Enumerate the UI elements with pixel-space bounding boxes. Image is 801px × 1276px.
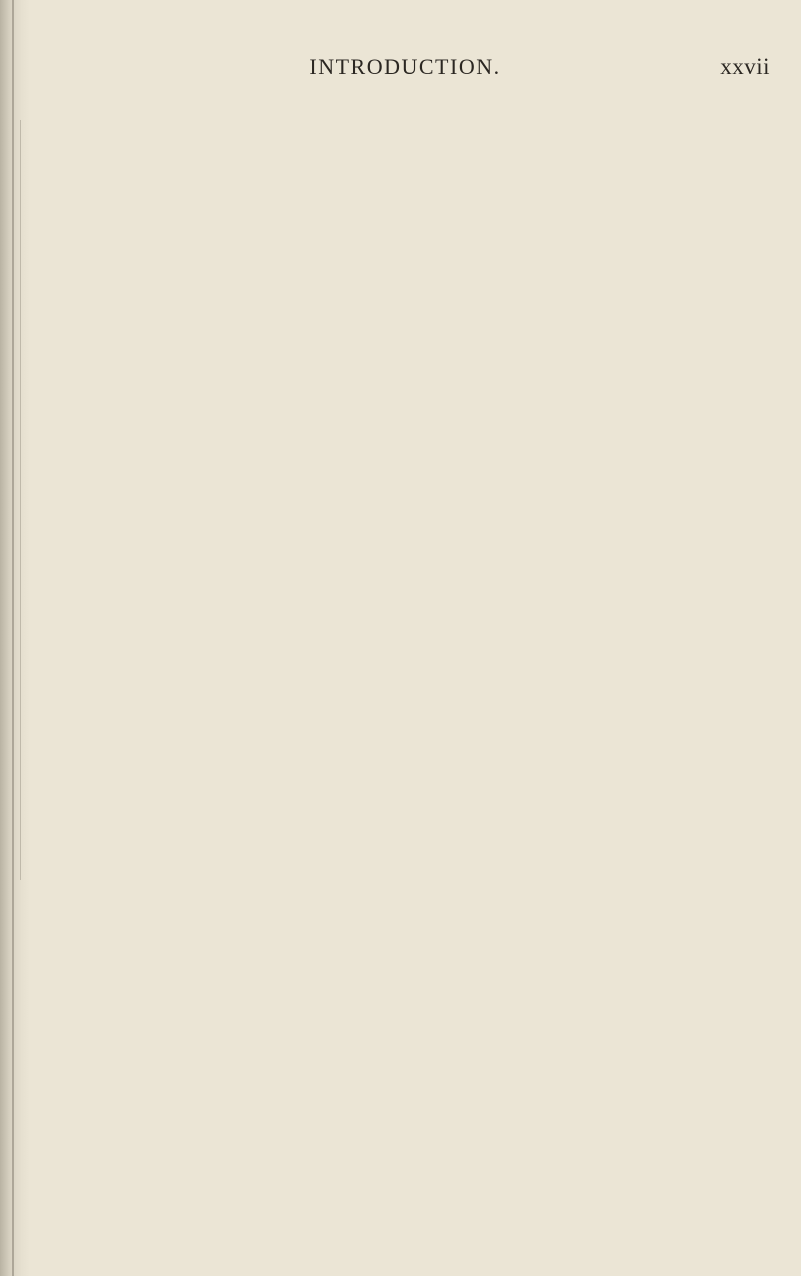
page-gutter <box>0 0 30 1276</box>
page-number: xxvii <box>720 54 770 79</box>
gutter-shadow-line <box>20 120 21 880</box>
gutter-edge-line <box>12 0 14 1276</box>
running-head <box>40 54 770 84</box>
running-head-title: INTRODUCTION. <box>309 54 501 79</box>
